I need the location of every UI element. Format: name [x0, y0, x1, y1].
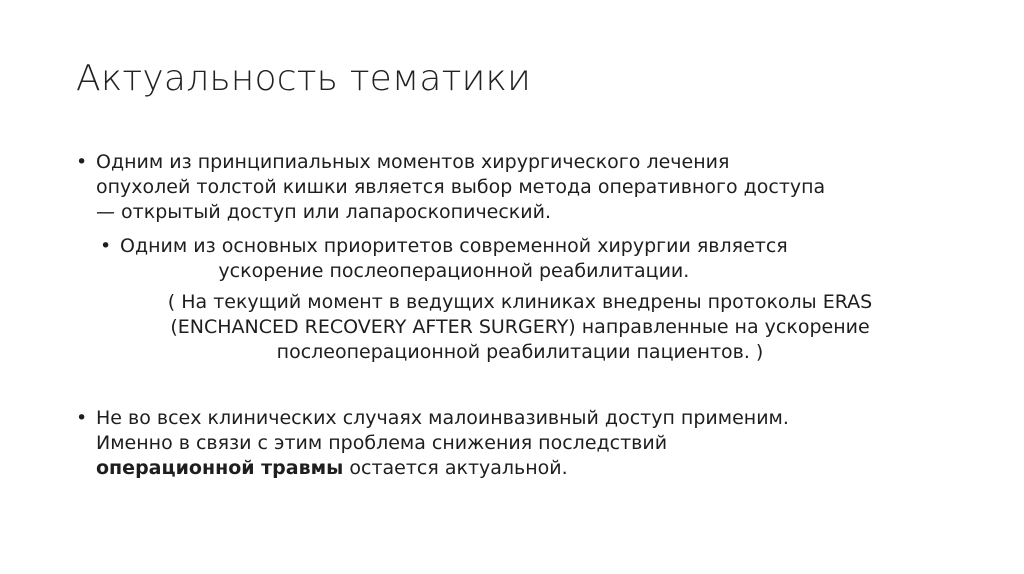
bullet-item-operative-trauma — [76, 406, 956, 481]
bullet-text — [120, 234, 788, 284]
bullet-item-surgical-access — [76, 150, 956, 225]
text-fragment: остается актуальной. — [343, 457, 568, 479]
bullet-line: Одним из принципиальных моментов хирургического лечения — [96, 151, 730, 173]
paragraph-line: ( На текущий момент в ведущих клиниках внедрены протоколы ERAS — [167, 291, 873, 313]
bold-phrase: операционной травмы — [96, 457, 344, 479]
bullet-line — [96, 456, 789, 481]
bullet-line: Именно в связи с этим проблема снижения последствий — [96, 432, 668, 454]
bullet-line: ускорение послеоперационной реабилитации. — [218, 260, 690, 282]
bullet-line: Одним из основных приоритетов современной хирургии является — [120, 235, 788, 257]
bullet-text — [96, 406, 789, 481]
bullet-marker: • — [76, 407, 88, 429]
eras-note-paragraph — [100, 290, 940, 365]
bullet-item-rehabilitation — [100, 234, 930, 284]
paragraph-line: послеоперационной реабилитации пациентов. ) — [276, 341, 764, 363]
bullet-line: — открытый доступ или лапароскопический. — [96, 201, 552, 223]
bullet-line: Не во всех клинических случаях малоинвазивный доступ применим. — [96, 407, 789, 429]
bullet-line: опухолей толстой кишки является выбор метода оперативного доступа — [96, 176, 826, 198]
bullet-text — [96, 150, 825, 225]
bullet-marker: • — [100, 235, 112, 257]
paragraph-line: (ENCHANCED RECOVERY AFTER SURGERY) направленные на ускорение — [170, 316, 870, 338]
slide-title: Актуальность тематики — [76, 58, 532, 99]
bullet-marker: • — [76, 151, 88, 173]
